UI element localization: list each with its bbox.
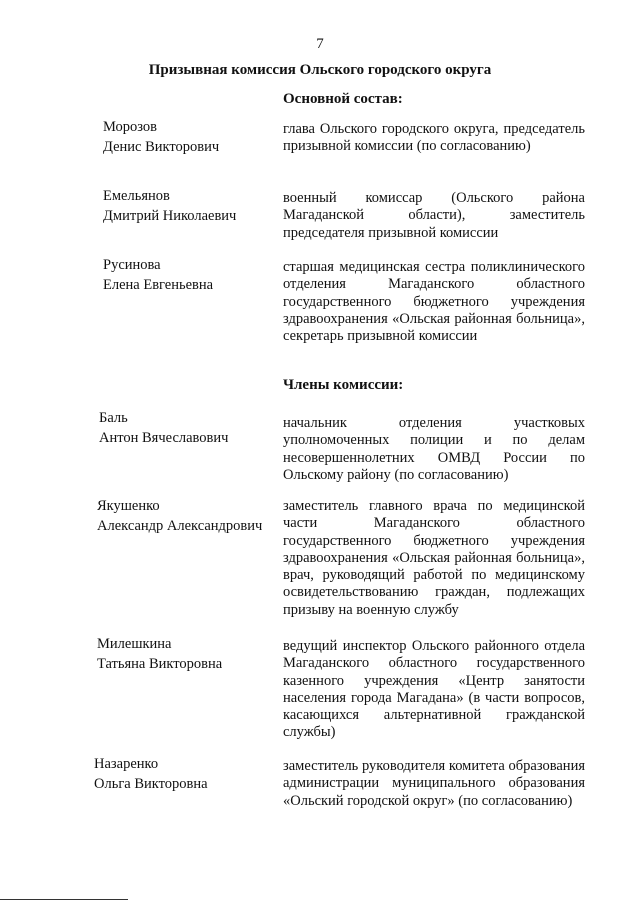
member-given-names: Денис Викторович <box>103 139 220 155</box>
member-surname: Морозов <box>103 119 158 135</box>
member-role: военный комиссар (Ольского района Магаданской области), заместитель председателя призывной комиссии <box>283 190 585 241</box>
member-role: ведущий инспектор Ольского районного отдела Магаданского областного государственного казенного учреждения «Центр занятости населения города Магадана» (в части вопросов, касающихся альтернативной гражданской службы) <box>283 638 585 741</box>
member-surname: Баль <box>99 410 128 426</box>
member-given-names: Татьяна Викторовна <box>97 656 223 672</box>
member-given-names: Александр Александрович <box>97 518 263 534</box>
member-role: начальник отделения участковых уполномоченных полиции и по делам несовершеннолетних ОМВД России по Ольскому району (по согласованию) <box>283 415 585 483</box>
member-name <box>97 496 262 536</box>
member-given-names: Ольга Викторовна <box>94 776 208 792</box>
document-title: Призывная комиссия Ольского городского округа <box>148 62 492 78</box>
member-name <box>103 117 219 157</box>
member-role: заместитель главного врача по медицинской части Магаданского областного государственного бюджетного учреждения здравоохранения «Ольская районная больница», врач, руководящий работой по медицинскому освидетельствованию граждан, подлежащих призыву на военную службу <box>283 498 585 618</box>
section-heading-members: Члены комиссии: <box>283 377 404 393</box>
member-name <box>103 186 236 226</box>
page-number: 7 <box>316 36 324 52</box>
member-role: старшая медицинская сестра поликлинического отделения Магаданского областного государственного бюджетного учреждения здравоохранения «Ольская районная больница», секретарь призывной комиссии <box>283 259 585 345</box>
footer-rule <box>0 899 128 900</box>
member-given-names: Елена Евгеньевна <box>103 277 214 293</box>
member-surname: Русинова <box>103 257 161 273</box>
member-surname: Якушенко <box>97 498 160 514</box>
member-surname: Милешкина <box>97 636 172 652</box>
member-name <box>94 754 208 794</box>
member-surname: Емельянов <box>103 188 170 204</box>
member-role: глава Ольского городского округа, председатель призывной комиссии (по согласованию) <box>283 121 585 155</box>
member-name <box>103 255 213 295</box>
member-name <box>97 634 222 674</box>
member-role: заместитель руководителя комитета образования администрации муниципального образования «Ольский городской округ» (по согласованию) <box>283 758 585 809</box>
member-name <box>99 408 228 448</box>
member-surname: Назаренко <box>94 756 159 772</box>
section-heading-main: Основной состав: <box>283 91 403 107</box>
member-given-names: Дмитрий Николаевич <box>103 208 237 224</box>
member-given-names: Антон Вячеславович <box>99 430 229 446</box>
